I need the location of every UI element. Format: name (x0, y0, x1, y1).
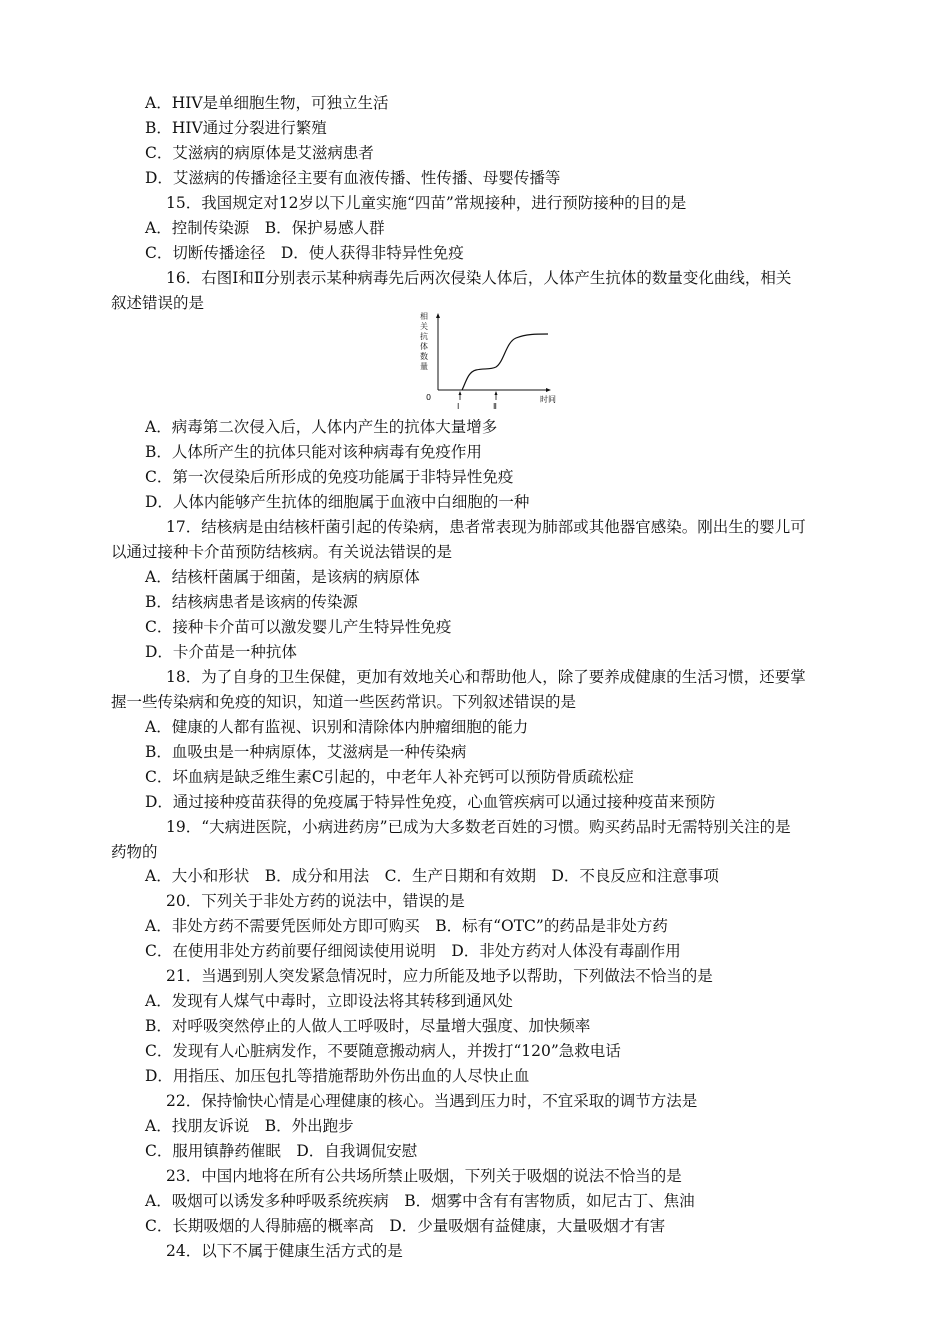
options-23-ab: A．吸烟可以诱发多种呼吸系统疾病 B．烟雾中含有有害物质，如尼古丁、焦油 (145, 1192, 695, 1210)
option-17d: D．卡介苗是一种抗体 (145, 643, 297, 661)
option-17b: B．结核病患者是该病的传染源 (145, 593, 358, 611)
options-15-cd: C．切断传播途径 D．使人获得非特异性免疫 (145, 244, 464, 262)
question-17-cont: 以通过接种卡介苗预防结核病。有关说法错误的是 (111, 543, 453, 561)
y-axis-arrow (436, 313, 440, 318)
question-16: 16．右图Ⅰ和Ⅱ分别表示某种病毒先后两次侵染人体后，人体产生抗体的数量变化曲线，相关 (166, 269, 792, 287)
question-23: 23．中国内地将在所有公共场所禁止吸烟，下列关于吸烟的说法不恰当的是 (166, 1167, 682, 1185)
marker2-label: Ⅱ (493, 402, 497, 411)
ylabel-char: 关 (420, 322, 428, 331)
option-14d: D．艾滋病的传播途径主要有血液传播、性传播、母婴传播等 (145, 169, 561, 187)
antibody-curve (462, 334, 548, 390)
ylabel-char: 抗 (420, 332, 428, 341)
option-18b: B．血吸虫是一种病原体，艾滋病是一种传染病 (145, 743, 467, 761)
option-14c: C．艾滋病的病原体是艾滋病患者 (145, 144, 374, 162)
option-16d: D．人体内能够产生抗体的细胞属于血液中白细胞的一种 (145, 493, 530, 511)
option-14a: A．HIV是单细胞生物，可独立生活 (145, 94, 389, 112)
question-20: 20．下列关于非处方药的说法中，错误的是 (166, 892, 465, 910)
question-17: 17．结核病是由结核杆菌引起的传染病，患者常表现为肺部或其他器官感染。刚出生的婴儿可 (166, 518, 806, 536)
marker1-label: Ⅰ (457, 402, 460, 411)
option-14b: B．HIV通过分裂进行繁殖 (145, 119, 327, 137)
ylabel-char: 数 (420, 352, 428, 361)
option-21b: B．对呼吸突然停止的人做人工呼吸时，尽量增大强度、加快频率 (145, 1017, 591, 1035)
question-18-cont: 握一些传染病和免疫的知识，知道一些医药常识。下列叙述错误的是 (111, 693, 577, 711)
option-17c: C．接种卡介苗可以激发婴儿产生特异性免疫 (145, 618, 452, 636)
option-21a: A．发现有人煤气中毒时，立即设法将其转移到通风处 (145, 992, 513, 1010)
option-18d: D．通过接种疫苗获得的免疫属于特异性免疫，心血管疾病可以通过接种疫苗来预防 (145, 793, 716, 811)
options-22-ab: A．找朋友诉说 B．外出跑步 (145, 1117, 354, 1135)
question-16-cont: 叙述错误的是 (111, 294, 205, 312)
question-19: 19．“大病进医院，小病进药房”已成为大多数老百姓的习惯。购买药品时无需特别关注的是 (166, 818, 791, 836)
options-23-cd: C．长期吸烟的人得肺癌的概率高 D．少量吸烟有益健康，大量吸烟才有害 (145, 1217, 666, 1235)
question-21: 21．当遇到别人突发紧急情况时，应力所能及地予以帮助，下列做法不恰当的是 (166, 967, 713, 985)
question-22: 22．保持愉快心情是心理健康的核心。当遇到压力时，不宜采取的调节方法是 (166, 1092, 698, 1110)
options-19: A．大小和形状 B．成分和用法 C．生产日期和有效期 D．不良反应和注意事项 (145, 867, 719, 885)
marker1-arrowhead (459, 391, 462, 395)
question-15: 15．我国规定对12岁以下儿童实施“四苗”常规接种，进行预防接种的目的是 (166, 194, 687, 212)
origin-label: 0 (426, 393, 432, 402)
options-20-ab: A．非处方药不需要凭医师处方即可购买 B．标有“OTC”的药品是非处方药 (145, 917, 668, 935)
question-18: 18．为了自身的卫生保健，更加有效地关心和帮助他人，除了要养成健康的生活习惯，还要掌 (166, 668, 806, 686)
options-22-cd: C．服用镇静药催眠 D．自我调侃安慰 (145, 1142, 418, 1160)
option-18a: A．健康的人都有监视、识别和清除体内肿瘤细胞的能力 (145, 718, 529, 736)
ylabel-char: 相 (420, 312, 428, 321)
options-20-cd: C．在使用非处方药前要仔细阅读使用说明 D．非处方药对人体没有毒副作用 (145, 942, 681, 960)
question-19-cont: 药物的 (111, 843, 158, 861)
ylabel-char: 体 (420, 342, 428, 351)
option-18c: C．坏血病是缺乏维生素C引起的，中老年人补充钙可以预防骨质疏松症 (145, 768, 634, 786)
option-16b: B．人体所产生的抗体只能对该种病毒有免疫作用 (145, 443, 482, 461)
x-axis-label: 时间 (540, 395, 556, 404)
option-21c: C．发现有人心脏病发作，不要随意搬动病人，并拨打“120”急救电话 (145, 1042, 621, 1060)
question-24: 24．以下不属于健康生活方式的是 (166, 1242, 403, 1260)
option-16a: A．病毒第二次侵入后，人体内产生的抗体大量增多 (145, 418, 498, 436)
option-16c: C．第一次侵染后所形成的免疫功能属于非特异性免疫 (145, 468, 514, 486)
antibody-curve-figure (408, 312, 568, 412)
marker2-arrowhead (495, 391, 498, 395)
x-axis-arrow (546, 388, 551, 392)
option-17a: A．结核杆菌属于细菌，是该病的病原体 (145, 568, 420, 586)
ylabel-char: 量 (420, 362, 428, 371)
options-15-ab: A．控制传染源 B．保护易感人群 (145, 219, 385, 237)
option-21d: D．用指压、加压包扎等措施帮助外伤出血的人尽快止血 (145, 1067, 530, 1085)
